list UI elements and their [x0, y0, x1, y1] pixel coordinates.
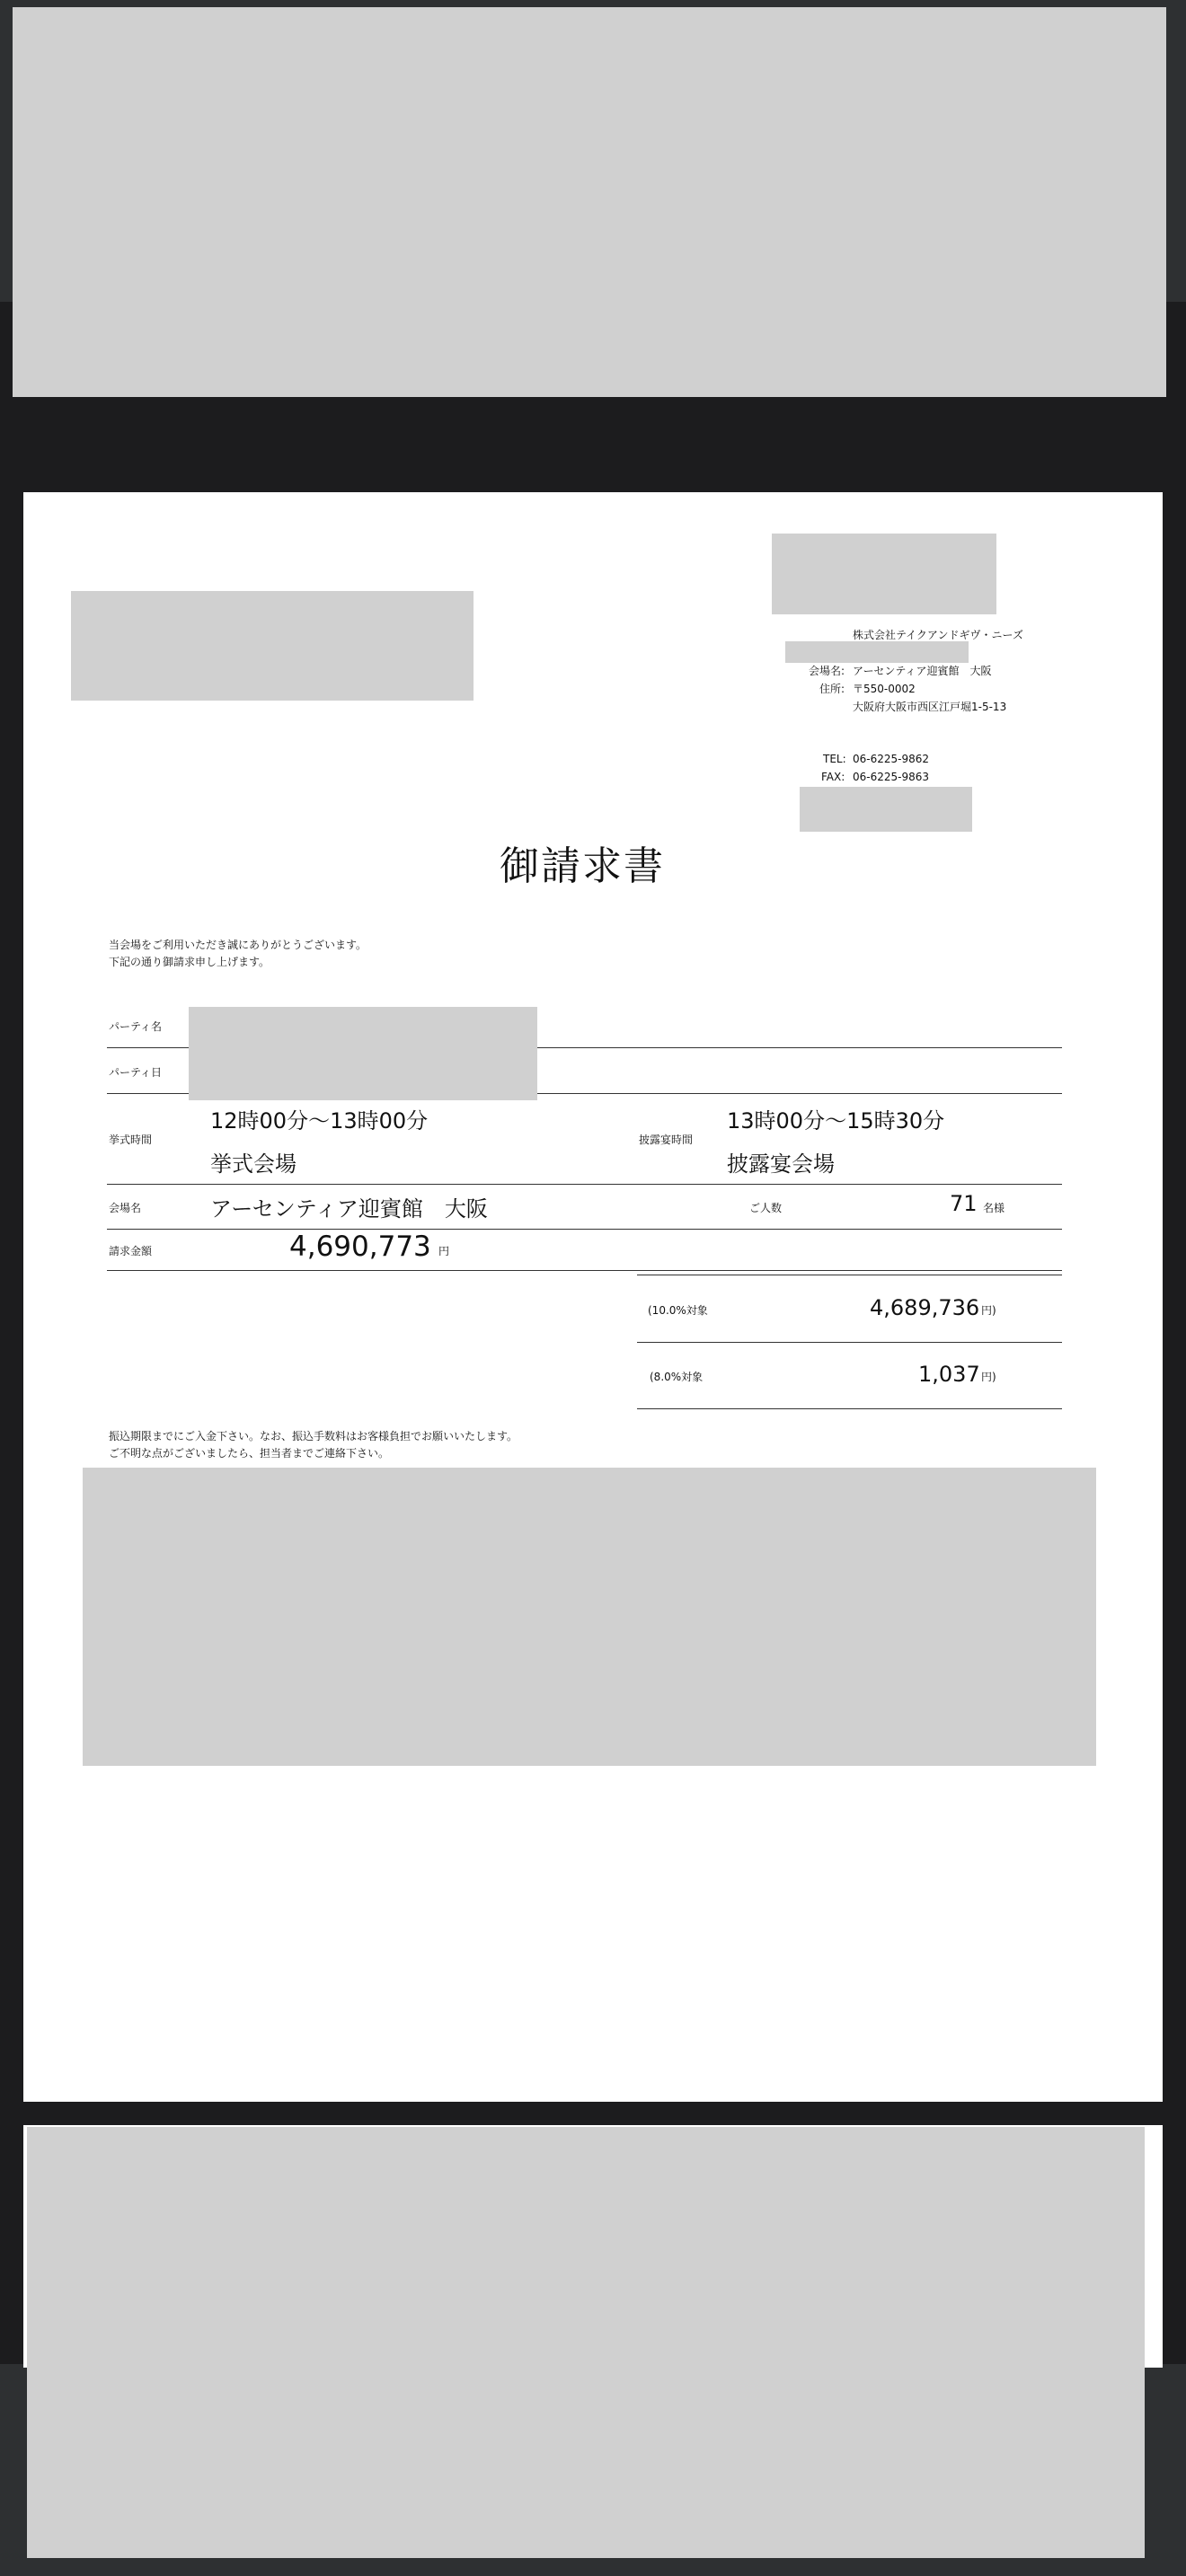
redacted-party-info [189, 1007, 537, 1100]
amount-unit: 円 [438, 1245, 450, 1257]
company-postal: 〒550-0002 [853, 683, 916, 695]
company-address-label: 住所: [819, 683, 845, 695]
ceremony-place: 挙式会場 [210, 1151, 296, 1177]
divider [107, 1229, 1062, 1230]
company-fax-label: FAX: [821, 771, 845, 783]
divider [107, 1184, 1062, 1185]
reception-place: 披露宴会場 [727, 1151, 835, 1177]
ceremony-time: 12時00分～13時00分 [210, 1108, 429, 1134]
greeting-line-2: 下記の通り御請求申し上げます。 [109, 956, 270, 968]
tax-10-unit: 円) [981, 1304, 996, 1317]
guests-unit: 名様 [983, 1202, 1005, 1214]
party-name-label: パーティ名 [109, 1020, 163, 1033]
company-tel-label: TEL: [823, 753, 846, 765]
company-venue-value: アーセンティア迎賓館 大阪 [853, 665, 992, 677]
redacted-company-stamp [800, 787, 972, 832]
party-date-label: パーティ日 [109, 1066, 163, 1079]
document-title: 御請求書 [500, 843, 665, 889]
amount-label: 請求金額 [109, 1245, 153, 1257]
redacted-recipient-block [71, 591, 474, 701]
tax-10-label: (10.0%対象 [648, 1304, 708, 1317]
redacted-footer-area [27, 2127, 1145, 2558]
amount-value: 4,690,773 [289, 1231, 431, 1263]
company-name: 株式会社テイクアンドギヴ・ニーズ [853, 629, 1023, 641]
notes-line-2: ご不明な点がございましたら、担当者までご連絡下さい。 [109, 1447, 390, 1460]
company-venue-label: 会場名: [809, 665, 845, 677]
greeting-line-1: 当会場をご利用いただき誠にありがとうございます。 [109, 939, 367, 951]
reception-time-label: 披露宴時間 [639, 1134, 694, 1146]
divider [637, 1408, 1062, 1409]
redacted-header-area [13, 7, 1166, 397]
notes-line-1: 振込期限までにご入金下さい。なお、振込手数料はお客様負担でお願いいたします。 [109, 1430, 518, 1442]
redacted-company-logo [772, 534, 996, 614]
redacted-company-line [785, 641, 969, 663]
divider [107, 1270, 659, 1271]
venue-label: 会場名 [109, 1202, 142, 1214]
tax-8-label: (8.0%対象 [650, 1371, 704, 1383]
tax-8-value: 1,037 [918, 1362, 980, 1387]
guests-value: 71 [950, 1191, 978, 1216]
reception-time: 13時00分～15時30分 [727, 1108, 945, 1134]
divider [637, 1270, 1062, 1271]
venue-value: アーセンティア迎賓館 大阪 [210, 1196, 488, 1222]
tax-10-value: 4,689,736 [870, 1295, 980, 1320]
company-address: 大阪府大阪市西区江戸堀1-5-13 [853, 701, 1007, 713]
redacted-bank-details [83, 1468, 1096, 1766]
company-fax: 06-6225-9863 [853, 771, 930, 783]
ceremony-time-label: 挙式時間 [109, 1134, 153, 1146]
tax-8-unit: 円) [981, 1371, 996, 1383]
invoice-page [23, 492, 1163, 2102]
company-tel: 06-6225-9862 [853, 753, 930, 765]
divider [637, 1342, 1062, 1343]
guests-label: ご人数 [749, 1202, 783, 1214]
